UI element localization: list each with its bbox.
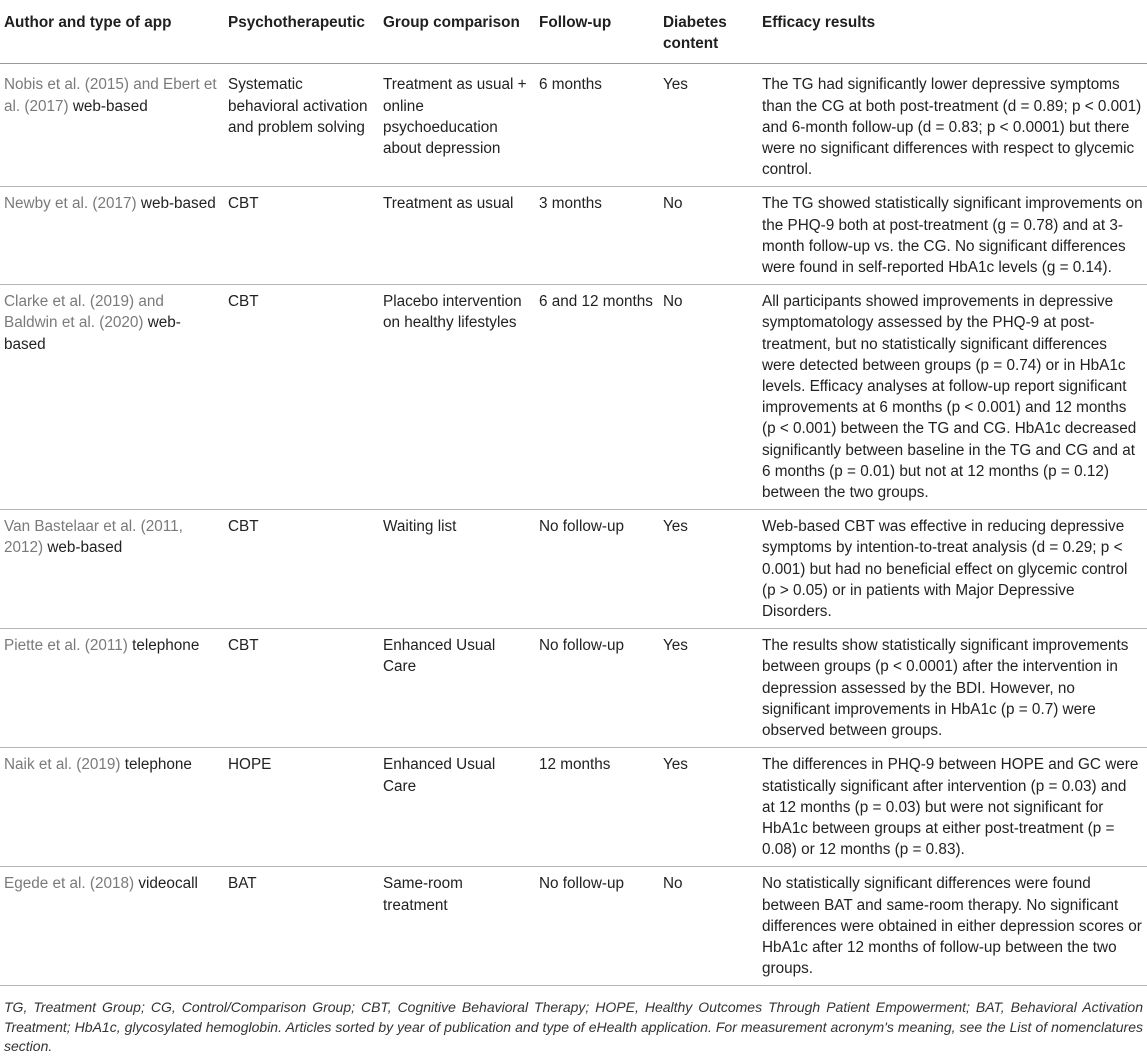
table-row [0,187,1147,285]
cell-efficacy: Web-based CBT was effective in reducing depressive symptoms by intention-to-treat analysis (d = 0.29; p < 0.001) but had no beneficial effect on glycemic control (p > 0.05) or in patients with Major Depressive Disorders. [762,518,1128,621]
cell-efficacy: The TG had significantly lower depressive symptoms than the CG at both post-treatment (d = 0.89; p < 0.001) and 6-month follow-up (d = 0.83; p < 0.0001) but there were no significant differences with respect to glycemic control. [762,76,1142,179]
cell-efficacy: The differences in PHQ-9 between HOPE and GC were statistically significant after intervention (p = 0.03) and at 12 months (p = 0.03) but were not significant for HbA1c between groups at either post-treatment (p = 0.08) or 12 months (p = 0.83). [762,756,1139,859]
cell-efficacy: The results show statistically significant improvements between groups (p < 0.0001) after the intervention in depression assessed by the BDI. However, no significant improvements in HbA1c (p = 0.7) were observed between groups. [762,637,1129,740]
app-type: web-based [140,195,216,213]
header-efficacy-results: Efficacy results [762,14,876,31]
app-type: web-based [47,539,123,557]
author-citation-link[interactable]: Clarke et al. (2019) and Baldwin et al. (2020) [4,293,164,332]
table-row [0,629,1147,748]
author-citation-link[interactable]: Naik et al. (2019) [4,756,121,774]
table-footnote: TG, Treatment Group; CG, Control/Comparison Group; CBT, Cognitive Behavioral Therapy; HOPE, Healthy Outcomes Through Patient Empowerment; BAT, Behavioral Activation Treatment; HbA1c, glycosylated hemoglobin. Articles sorted by year of publication and type of eHealth application. For measurement acronym's meaning, see the List of nomenclatures section. [4,999,1143,1055]
cell-diabetes-content: Yes [663,518,688,536]
cell-psychotherapeutic: BAT [228,875,257,893]
cell-group-comparison: Enhanced Usual Care [383,756,496,795]
table-row [0,285,1147,510]
cell-psychotherapeutic: CBT [228,293,259,311]
cell-author [0,748,224,867]
table-row [0,510,1147,629]
cell-psychotherapeutic: CBT [228,518,259,536]
cell-diabetes-content: No [663,293,683,311]
cell-psychotherapeutic: CBT [228,637,259,655]
table-header [0,0,1147,64]
author-citation-link[interactable]: Newby et al. (2017) [4,195,137,213]
cell-efficacy: No statistically significant differences were found between BAT and same-room therapy. No significant differences were obtained in either depression scores or HbA1c after 12 months of follow-up between the two groups. [762,875,1142,978]
cell-follow-up: No follow-up [539,637,625,655]
cell-author [0,64,224,187]
cell-author [0,629,224,748]
table-row [0,867,1147,986]
cell-diabetes-content: No [663,875,683,893]
header-author: Author and type of app [4,14,172,31]
cell-follow-up: 3 months [539,195,602,213]
header-row [0,0,1147,64]
table-row [0,64,1147,187]
cell-psychotherapeutic: Systematic behavioral activation and problem solving [228,76,368,136]
cell-efficacy: All participants showed improvements in depressive symptomatology assessed by the PHQ-9 at post-treatment, but no statistically significant differences were detected between groups (p = 0.74) or in HbA1c levels. Efficacy analyses at follow-up report significant improvements at 6 months (p < 0.001) and 12 months (p < 0.001) between the TG and CG. HbA1c decreased significantly between baseline in the TG and CG and at 6 months (p = 0.01) but not at 12 months (p = 0.12) between the two groups. [762,293,1137,502]
app-type: web-based [72,97,148,115]
header-group-comparison: Group comparison [383,14,520,31]
app-type: telephone [124,756,192,774]
cell-follow-up: No follow-up [539,518,625,536]
cell-efficacy: The TG showed statistically significant improvements on the PHQ-9 both at post-treatment (g = 0.78) and at 3-month follow-up vs. the CG. No significant differences were found in self-reported HbA1c levels (g = 0.14). [762,195,1143,277]
cell-follow-up: 6 and 12 months [539,293,653,311]
app-type: videocall [138,875,198,893]
cell-group-comparison: Treatment as usual [383,195,514,213]
table-body [0,64,1147,986]
cell-psychotherapeutic: CBT [228,195,259,213]
cell-author [0,187,224,285]
cell-diabetes-content: Yes [663,756,688,774]
author-citation-link[interactable]: Piette et al. (2011) [4,637,128,655]
author-citation-link[interactable]: Egede et al. (2018) [4,875,135,893]
cell-group-comparison: Placebo intervention on healthy lifestyles [383,293,522,332]
cell-follow-up: 12 months [539,756,611,774]
app-type: web-based [4,314,181,353]
cell-group-comparison: Same-room treatment [383,875,463,914]
cell-diabetes-content: No [663,195,683,213]
header-follow-up: Follow-up [539,14,612,31]
cell-group-comparison: Enhanced Usual Care [383,637,496,676]
cell-follow-up: 6 months [539,76,602,94]
cell-psychotherapeutic: HOPE [228,756,272,774]
author-citation-link[interactable]: Nobis et al. (2015) and Ebert et al. (2017) [4,76,217,115]
header-psychotherapeutic: Psychotherapeutic [228,14,365,31]
cell-author [0,510,224,629]
table-row [0,748,1147,867]
app-type: telephone [132,637,200,655]
cell-author [0,867,224,986]
author-citation-link[interactable]: Van Bastelaar et al. (2011, 2012) [4,518,183,557]
cell-follow-up: No follow-up [539,875,625,893]
header-diabetes-content: Diabetes content [663,14,727,53]
cell-diabetes-content: Yes [663,76,688,94]
cell-diabetes-content: Yes [663,637,688,655]
cell-author [0,285,224,510]
cell-group-comparison: Waiting list [383,518,457,536]
cell-group-comparison: Treatment as usual + online psychoeducation about depression [383,76,527,158]
